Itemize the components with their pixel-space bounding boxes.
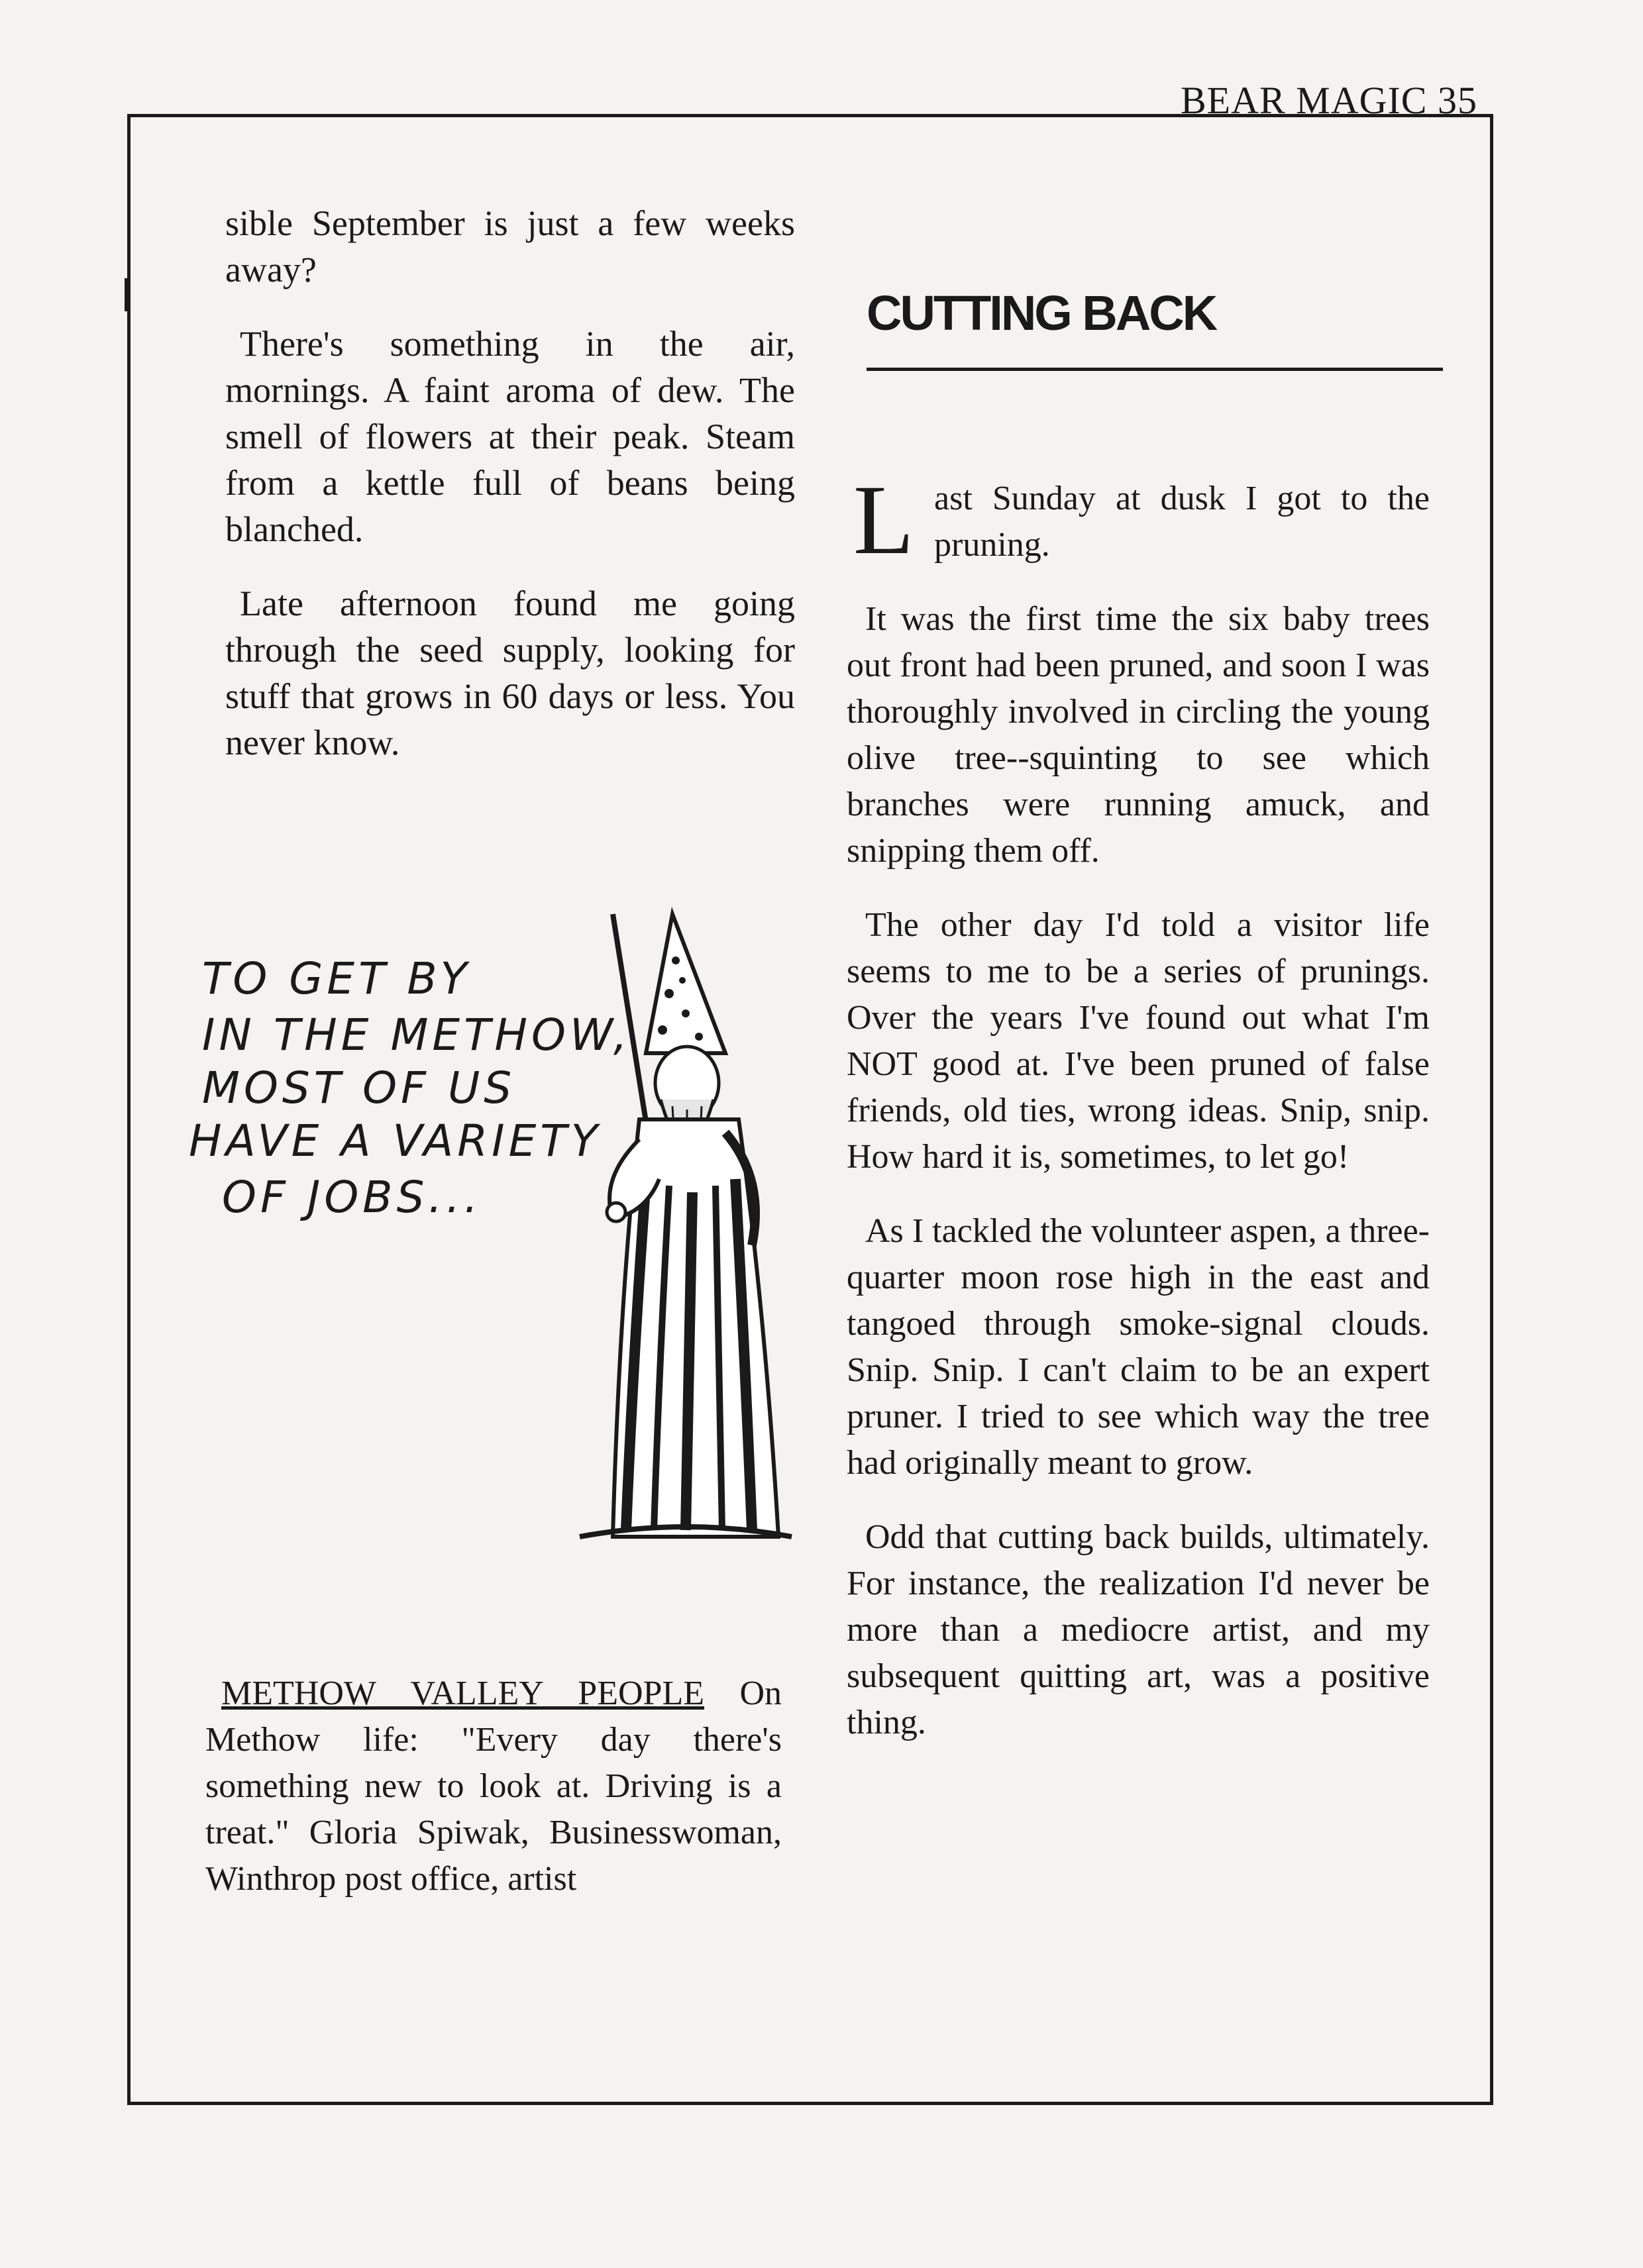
quote-text: On Methow life: "Every day there's something new to look at. Driving is a treat." Gloria Spiwak, Businesswoman, Winthrop post office, artist [205, 1675, 782, 1898]
handwritten-caption [189, 953, 631, 1223]
left-paragraph: Late afternoon found me going through the seed supply, looking for stuff that grows in 60 days or less. You never know. [225, 584, 795, 762]
left-column [225, 200, 795, 794]
wizard-figure-icon [580, 914, 792, 1537]
left-paragraph: There's something in the air, mornings. A faint aroma of dew. The smell of flowers at their peak. Steam from a kettle full of beans being blanched. [225, 324, 795, 549]
article-title: CUTTING BACK [867, 285, 1216, 340]
article-header [847, 285, 1430, 371]
wizard-sketch [182, 901, 805, 1550]
title-rule [867, 368, 1443, 371]
caption-line: HAVE A VARIETY [189, 1115, 602, 1166]
article-paragraph: The other day I'd told a visitor life seems to me to be a series of prunings. Over the years I've found out what I'm NOT good at. I've been pruned of false friends, old ties, wrong ideas. Snip, snip. How hard it is, sometimes, to let go! [847, 906, 1430, 1176]
article-paragraph: It was the first time the six baby trees out front had been pruned, and soon I was thoroughly involved in circling the young olive tree--squinting to see which branches were running amuck, and snipping them off. [847, 600, 1430, 870]
article-paragraph: As I tackled the volunteer aspen, a three-quarter moon rose high in the east and tangoed through smoke-signal clouds. Snip. Snip. I can't claim to be an expert pruner. I tried to see which way the tree had originally meant to grow. [847, 1212, 1430, 1482]
page-header: BEAR MAGIC 35 [1180, 79, 1477, 122]
quote-label: METHOW VALLEY PEOPLE [221, 1675, 704, 1712]
quote-paragraph [205, 1671, 782, 1902]
caption-line: MOST OF US [202, 1062, 516, 1113]
lead-text: ast Sunday at dusk I got to the pruning. [934, 480, 1430, 564]
article-paragraph: Odd that cutting back builds, ultimately. For instance, the realization I'd never be more than a mediocre artist, and my subsequent quitting art, was a positive thing. [847, 1518, 1430, 1741]
caption-line: IN THE METHOW, [202, 1009, 631, 1060]
frame-notch [125, 278, 129, 311]
article-body [847, 465, 1430, 1774]
drop-cap: L [853, 465, 914, 575]
lead-paragraph [847, 465, 1430, 575]
caption-line: OF JOBS... [222, 1172, 482, 1223]
methow-valley-people-quote [205, 1671, 782, 1902]
caption-line: TO GET BY [202, 953, 471, 1004]
left-paragraph: sible September is just a few weeks away? [225, 203, 795, 289]
